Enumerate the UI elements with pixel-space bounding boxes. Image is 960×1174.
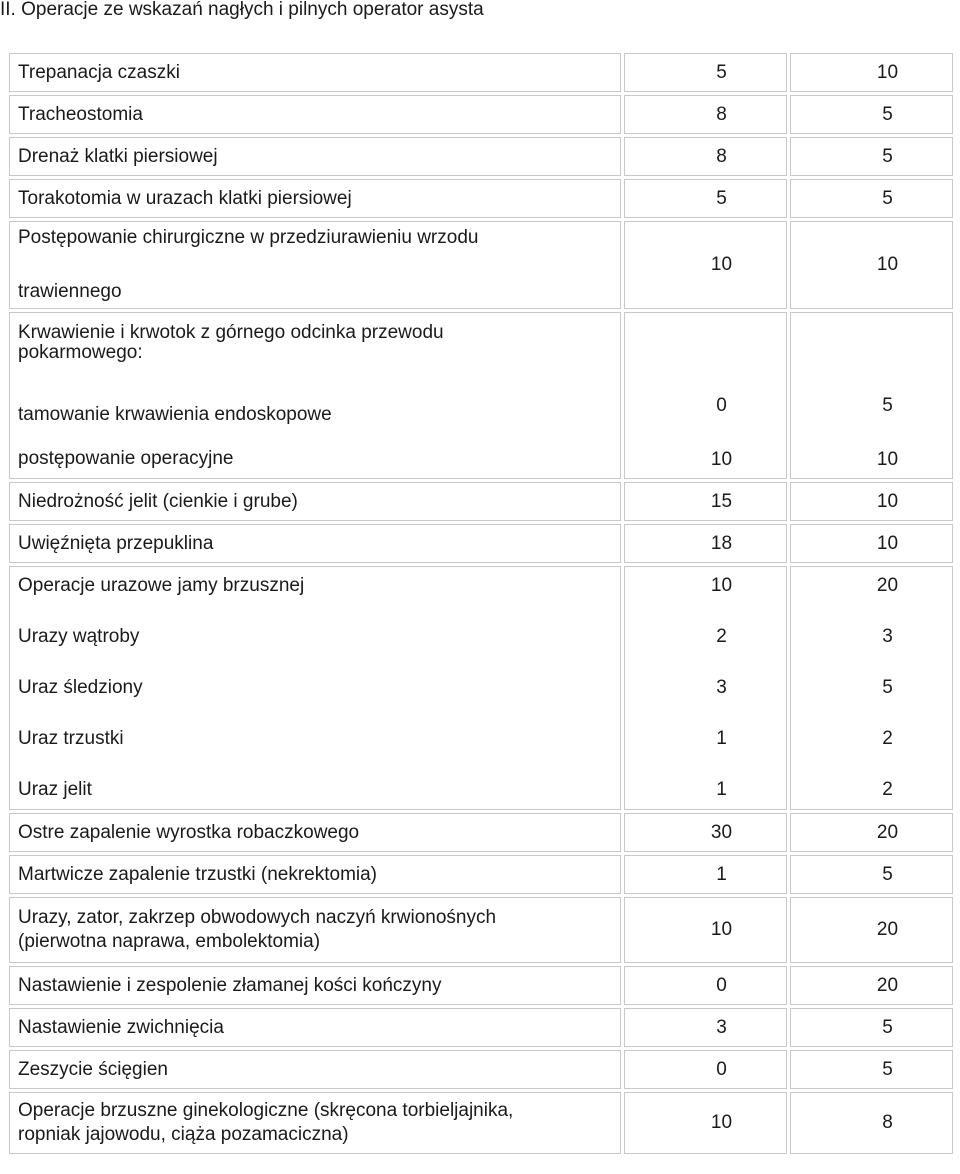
procedure-name: Torakotomia w urazach klatki piersiowej: [9, 179, 621, 218]
assistant-count: 5: [790, 95, 953, 134]
operator-count: 5: [624, 53, 787, 92]
operator-count: 5: [624, 179, 787, 218]
operator-count: [624, 312, 787, 479]
procedure-name-line: Operacje brzuszne ginekologiczne (skręcona torbieljajnika,: [18, 1100, 514, 1121]
procedure-name: Ostre zapalenie wyrostka robaczkowego: [9, 813, 621, 852]
procedure-name: Niedrożność jelit (cienkie i grube): [9, 482, 621, 521]
procedure-name-line: tamowanie krwawienia endoskopowe: [18, 403, 332, 425]
table-row: [9, 221, 953, 309]
procedure-name: Nastawienie i zespolenie złamanej kości kończyny: [9, 966, 621, 1005]
assistant-count: 20: [790, 897, 953, 963]
operator-count: 10: [624, 1092, 787, 1154]
assistant-count: 10: [790, 482, 953, 521]
assistant-count-line: 3: [882, 626, 893, 647]
operator-count-line: 0: [716, 395, 727, 416]
procedure-name: Zeszycie ścięgien: [9, 1050, 621, 1089]
section-heading: II. Operacje ze wskazań nagłych i pilnych operator asysta: [0, 0, 484, 20]
procedure-name: [9, 221, 621, 309]
procedure-name-line: (pierwotna naprawa, embolektomia): [18, 931, 321, 952]
assistant-count: 10: [790, 524, 953, 563]
table-row: [9, 566, 953, 810]
operator-count-line: 3: [716, 677, 727, 698]
operator-count: 10: [624, 221, 787, 309]
assistant-count: 5: [790, 1008, 953, 1047]
operator-count: 1: [624, 855, 787, 894]
table-row: [9, 966, 953, 1005]
table-row: [9, 524, 953, 563]
procedure-name-line: Operacje urazowe jamy brzusznej: [18, 575, 305, 596]
assistant-count: [790, 312, 953, 479]
table-row: [9, 1092, 953, 1154]
operator-count-line: 10: [710, 449, 733, 470]
table-row: [9, 53, 953, 92]
assistant-count: 5: [790, 179, 953, 218]
procedure-name-line: Postępowanie chirurgiczne w przedziurawieniu wrzodu: [18, 227, 479, 248]
table-row: [9, 95, 953, 134]
operator-count: 18: [624, 524, 787, 563]
procedure-name: Uwięźnięta przepuklina: [9, 524, 621, 563]
operator-count: 0: [624, 1050, 787, 1089]
assistant-count: 5: [790, 137, 953, 176]
procedure-name-line: Urazy wątroby: [18, 626, 140, 647]
procedure-name-line: Krwawienie i krwotok z górnego odcinka przewodu: [18, 321, 444, 343]
procedure-name: Trepanacja czaszki: [9, 53, 621, 92]
operator-count: 30: [624, 813, 787, 852]
assistant-count: 5: [790, 1050, 953, 1089]
table-row: [9, 813, 953, 852]
procedure-name: [9, 1092, 621, 1154]
table-row: [9, 137, 953, 176]
table-row: [9, 1050, 953, 1089]
table-row: [9, 855, 953, 894]
operator-count-line: 1: [716, 728, 727, 749]
assistant-count-line: 2: [882, 728, 893, 749]
assistant-count: [790, 566, 953, 810]
table-row: [9, 482, 953, 521]
procedure-name: [9, 897, 621, 963]
table-row: [9, 179, 953, 218]
procedure-name-line: postępowanie operacyjne: [18, 447, 234, 469]
procedure-name: Tracheostomia: [9, 95, 621, 134]
assistant-count: 5: [790, 855, 953, 894]
procedure-name-line: Uraz śledziony: [18, 677, 143, 698]
operator-count: 8: [624, 95, 787, 134]
assistant-count: 8: [790, 1092, 953, 1154]
procedure-name: Martwicze zapalenie trzustki (nekrektomia): [9, 855, 621, 894]
procedure-name-line: Uraz jelit: [18, 779, 92, 800]
operator-count: 8: [624, 137, 787, 176]
procedure-name: Nastawienie zwichnięcia: [9, 1008, 621, 1047]
operator-count-line: 10: [710, 575, 733, 596]
assistant-count: 10: [790, 221, 953, 309]
assistant-count: 20: [790, 966, 953, 1005]
assistant-count-line: 10: [876, 449, 899, 470]
assistant-count-line: 5: [882, 677, 893, 698]
operator-count: 0: [624, 966, 787, 1005]
operator-count: 3: [624, 1008, 787, 1047]
table-row: [9, 312, 953, 479]
operator-count-line: 2: [716, 626, 727, 647]
procedure-name: Drenaż klatki piersiowej: [9, 137, 621, 176]
assistant-count: 20: [790, 813, 953, 852]
assistant-count-line: 5: [882, 395, 893, 416]
procedure-name-line: trawiennego: [18, 281, 122, 302]
assistant-count: 10: [790, 53, 953, 92]
operator-count: [624, 566, 787, 810]
procedure-name-line: ropniak jajowodu, ciąża pozamaciczna): [18, 1124, 349, 1145]
procedure-name-line: Urazy, zator, zakrzep obwodowych naczyń krwionośnych: [18, 907, 497, 928]
procedure-name: [9, 566, 621, 810]
procedure-name: [9, 312, 621, 479]
procedure-name-line: Uraz trzustki: [18, 728, 124, 749]
procedure-name-line: pokarmowego:: [18, 341, 143, 363]
operator-count: 15: [624, 482, 787, 521]
procedures-table: [6, 50, 956, 1157]
assistant-count-line: 20: [876, 575, 899, 596]
table-row: [9, 897, 953, 963]
operator-count-line: 1: [716, 779, 727, 800]
table-row: [9, 1008, 953, 1047]
operator-count: 10: [624, 897, 787, 963]
assistant-count-line: 2: [882, 779, 893, 800]
